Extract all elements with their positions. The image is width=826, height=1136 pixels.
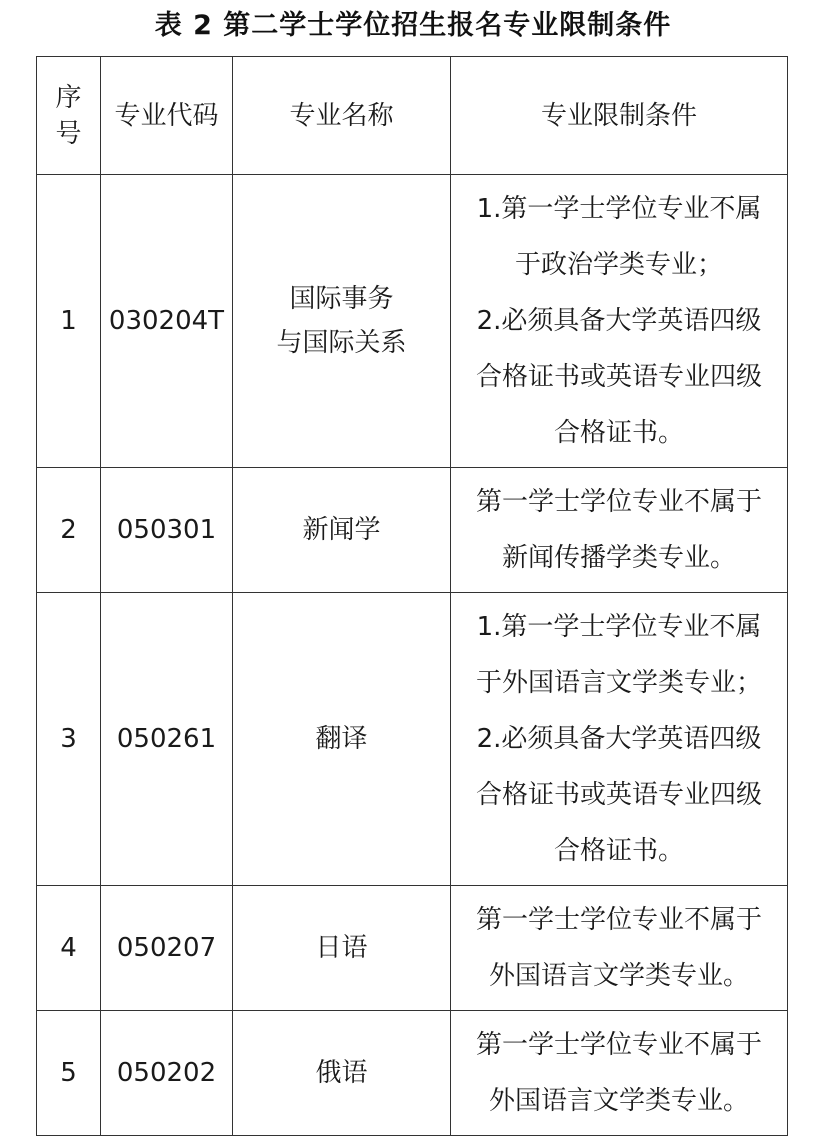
condition-line: 合格证书。 bbox=[553, 836, 684, 866]
condition-line: 1.第一学士学位专业不属 bbox=[476, 612, 762, 642]
name-line: 与国际关系 bbox=[276, 328, 407, 358]
table-row bbox=[37, 1011, 788, 1136]
cell-seq: 5 bbox=[37, 1011, 101, 1136]
condition-line: 合格证书或英语专业四级 bbox=[475, 362, 762, 392]
cell-name bbox=[233, 468, 451, 593]
condition-line: 2.必须具备大学英语四级 bbox=[476, 724, 762, 754]
table-row bbox=[37, 468, 788, 593]
condition-line: 于政治学类专业； bbox=[514, 250, 723, 280]
condition-line: 第一学士学位专业不属于 bbox=[475, 905, 762, 935]
cell-name bbox=[233, 175, 451, 468]
name-line: 国际事务 bbox=[289, 284, 394, 314]
condition-line: 新闻传播学类专业。 bbox=[501, 543, 736, 573]
table-row bbox=[37, 593, 788, 886]
condition-line: 外国语言文学类专业。 bbox=[488, 961, 749, 991]
cell-code: 050261 bbox=[101, 593, 233, 886]
cell-seq: 2 bbox=[37, 468, 101, 593]
header-seq-line1: 序 bbox=[55, 82, 82, 113]
cell-condition bbox=[451, 593, 788, 886]
condition-line: 2.必须具备大学英语四级 bbox=[476, 306, 762, 336]
cell-code: 030204T bbox=[101, 175, 233, 468]
cell-condition bbox=[451, 1011, 788, 1136]
condition-line: 第一学士学位专业不属于 bbox=[475, 1030, 762, 1060]
cell-code: 050207 bbox=[101, 886, 233, 1011]
cell-seq: 4 bbox=[37, 886, 101, 1011]
table-header-row bbox=[37, 57, 788, 175]
header-code: 专业代码 bbox=[101, 57, 233, 175]
table-title: 表 2 第二学士学位招生报名专业限制条件 bbox=[154, 10, 672, 41]
table-row bbox=[37, 886, 788, 1011]
condition-line: 外国语言文学类专业。 bbox=[488, 1086, 749, 1116]
cell-name bbox=[233, 593, 451, 886]
name-line: 日语 bbox=[315, 933, 368, 963]
header-seq bbox=[37, 57, 101, 175]
name-line: 新闻学 bbox=[302, 515, 381, 545]
header-condition: 专业限制条件 bbox=[451, 57, 788, 175]
condition-line: 合格证书。 bbox=[553, 418, 684, 448]
condition-line: 合格证书或英语专业四级 bbox=[475, 780, 762, 810]
cell-code: 050202 bbox=[101, 1011, 233, 1136]
cell-condition bbox=[451, 886, 788, 1011]
cell-code: 050301 bbox=[101, 468, 233, 593]
cell-name bbox=[233, 886, 451, 1011]
condition-line: 第一学士学位专业不属于 bbox=[475, 487, 762, 517]
condition-line: 于外国语言文学类专业； bbox=[475, 668, 762, 698]
header-name: 专业名称 bbox=[233, 57, 451, 175]
cell-condition bbox=[451, 175, 788, 468]
header-seq-line2: 号 bbox=[55, 118, 82, 149]
cell-seq: 3 bbox=[37, 593, 101, 886]
cell-name bbox=[233, 1011, 451, 1136]
name-line: 翻译 bbox=[315, 724, 368, 754]
name-line: 俄语 bbox=[315, 1058, 368, 1088]
condition-line: 1.第一学士学位专业不属 bbox=[476, 194, 762, 224]
cell-seq: 1 bbox=[37, 175, 101, 468]
table-row bbox=[37, 175, 788, 468]
restriction-table bbox=[36, 56, 788, 1136]
cell-condition bbox=[451, 468, 788, 593]
